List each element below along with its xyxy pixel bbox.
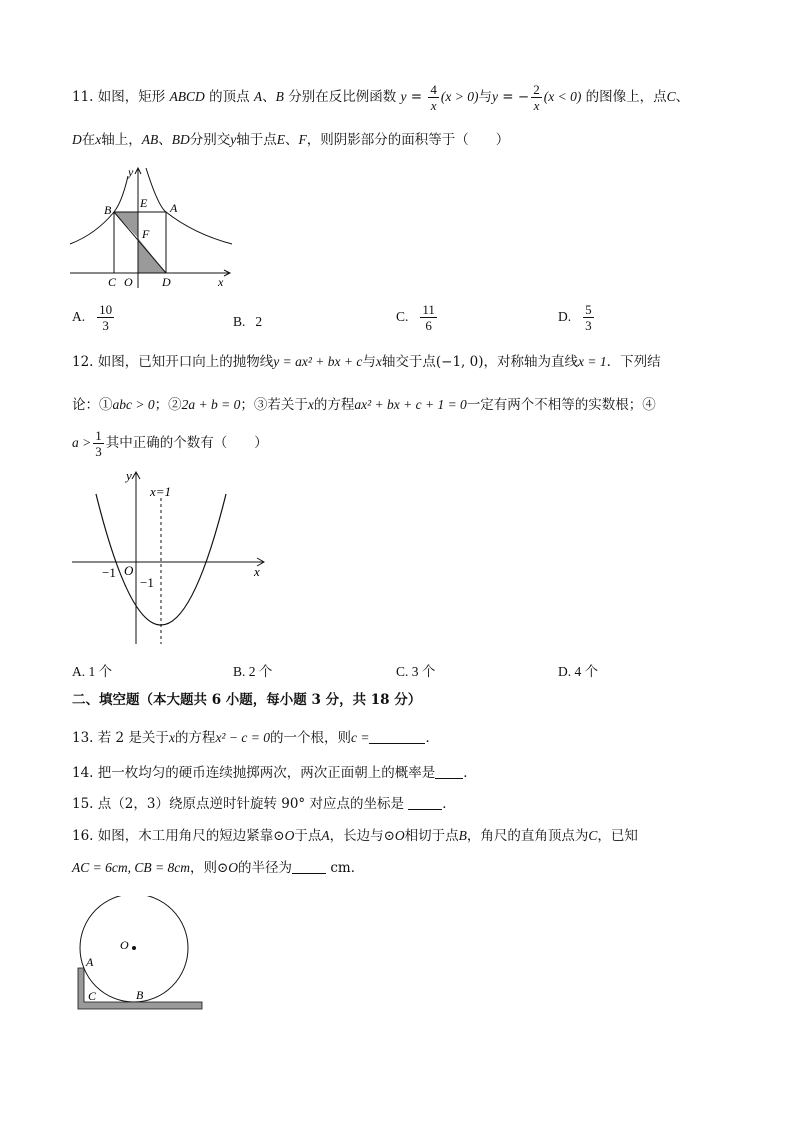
q11-label-A: A xyxy=(170,201,178,215)
fraction-denominator: 3 xyxy=(585,318,592,333)
option-label: D. xyxy=(558,664,572,679)
q11-label-F: F xyxy=(142,227,150,241)
q16-text: cm． xyxy=(330,860,365,876)
q11-condition: (x > 0) xyxy=(440,89,479,104)
q12-var: x xyxy=(307,397,314,412)
q16-label-C: C xyxy=(88,989,97,1003)
q11-rect-name: ABCD xyxy=(169,89,205,104)
q14-text: ． xyxy=(463,765,477,781)
q14-text: 14. 把一枚均匀的硬币连续抛掷两次，两次正面朝上的概率是 xyxy=(72,765,436,781)
q15-text: 15. 点（2，3）绕原点逆时针旋转 90° 对应点的坐标是 xyxy=(72,796,404,812)
q11-curve-right xyxy=(146,168,232,244)
q15-text: ． xyxy=(442,796,456,812)
q11-label-y: y xyxy=(128,165,134,179)
q11-text: 的图像上，点 xyxy=(585,89,667,105)
q12-label-x: x xyxy=(254,564,260,579)
q11-figure xyxy=(66,162,238,292)
q11-point: F xyxy=(298,132,307,147)
q12-text: 与 xyxy=(362,354,376,370)
q11-text: 与 xyxy=(478,89,492,105)
q12-axis-line: x = 1 xyxy=(577,354,607,369)
q16-answer-blank[interactable] xyxy=(292,859,326,874)
option-value: 2 xyxy=(255,314,263,329)
q12-line3 xyxy=(72,428,268,459)
q13-text: ． xyxy=(425,730,439,746)
q11-segment: AB xyxy=(141,132,159,147)
q12-label-origin: O xyxy=(124,563,134,578)
q12-claim: ax² + bx + c + 1 = 0 xyxy=(354,397,467,412)
q12-label-minus1-x: −1 xyxy=(102,565,116,580)
q13-text: 的方程 xyxy=(174,730,216,746)
q12-option-b[interactable] xyxy=(233,660,272,680)
q11-axis: y xyxy=(230,132,237,147)
fraction-denominator: x xyxy=(430,98,437,113)
q11-option-d[interactable] xyxy=(558,302,596,333)
q16-label-A: A xyxy=(86,955,94,969)
section-heading: 二、填空题（本大题共 6 小题，每小题 3 分，共 18 分） xyxy=(72,692,422,708)
fraction-numerator: 10 xyxy=(99,302,113,317)
q12-line1 xyxy=(72,352,661,372)
q11-option-a[interactable] xyxy=(72,302,116,333)
fraction-denominator: x xyxy=(533,98,540,113)
q16-line2 xyxy=(72,858,364,878)
option-label: C. xyxy=(396,664,409,679)
q11-fraction-4x xyxy=(428,82,439,113)
q11-sep: 、 xyxy=(158,132,172,148)
option-label: B. xyxy=(233,314,246,329)
q11-text: 11. 如图，矩形 xyxy=(72,89,166,105)
q16-line1 xyxy=(72,826,638,846)
q11-text: 轴上， xyxy=(101,132,142,148)
q11-text: 轴于点 xyxy=(236,132,277,148)
q12-text: 12. 如图，已知开口向上的抛物线 xyxy=(72,354,274,370)
fraction-denominator: 3 xyxy=(102,318,109,333)
q12-point: (−1, 0) xyxy=(435,354,484,370)
q12-claim: abc > 0 xyxy=(112,397,155,412)
option-label: A. xyxy=(72,664,86,679)
q16-circle: O xyxy=(284,828,295,843)
q16-text: 的半径为 xyxy=(238,860,293,876)
q16-center-dot xyxy=(132,946,136,950)
q12-fraction xyxy=(93,428,104,459)
q11-func-y: y xyxy=(400,89,407,104)
fraction-denominator: 6 xyxy=(425,318,432,333)
q12-text: ；② xyxy=(154,397,182,413)
q12-claim: 2a + b = 0 xyxy=(181,397,241,412)
fraction-numerator: 11 xyxy=(422,302,435,317)
q11-sep: 、 xyxy=(675,89,690,105)
q11-axis: x xyxy=(95,132,102,147)
q11-fraction-2x xyxy=(531,82,542,113)
q11-label-B: B xyxy=(104,203,112,217)
q11-text: 分别交 xyxy=(189,132,231,148)
option-label: D. xyxy=(558,308,572,324)
q11-text: 在 xyxy=(81,132,96,148)
fraction-numerator: 1 xyxy=(95,428,102,443)
q14-line xyxy=(72,763,477,783)
q11-sep: 、 xyxy=(262,89,276,105)
q11-sep: 、 xyxy=(285,132,299,148)
option-value: 4 个 xyxy=(574,664,599,679)
fraction-denominator: 3 xyxy=(95,444,102,459)
q16-circle: O xyxy=(394,828,405,843)
q16-text: ，已知 xyxy=(597,828,638,844)
q14-answer-blank[interactable] xyxy=(435,764,463,779)
q11-line1 xyxy=(72,82,689,113)
option-fraction xyxy=(583,302,594,333)
q16-text: 16. 如图，木工用角尺的短边紧靠⊙ xyxy=(72,828,285,844)
q11-point: A xyxy=(253,89,263,104)
q16-label-O: O xyxy=(120,938,129,952)
q11-eq: = − xyxy=(498,89,530,105)
q16-point: A xyxy=(321,828,330,843)
q12-label-y: y xyxy=(126,468,132,483)
fraction-numerator: 4 xyxy=(430,82,437,97)
q13-text: 13. 若 2 是关于 xyxy=(72,730,169,746)
q15-line xyxy=(72,794,456,814)
q16-figure xyxy=(72,896,208,1016)
fraction-numerator: 5 xyxy=(585,302,592,317)
q12-label-minus1-y: −1 xyxy=(140,575,154,590)
q11-label-E: E xyxy=(140,196,148,210)
q16-text: 相切于点 xyxy=(404,828,459,844)
q16-text: ，角尺的直角顶点为 xyxy=(466,828,589,844)
q15-answer-blank[interactable] xyxy=(408,795,442,810)
q13-equation: x² − c = 0 xyxy=(215,730,270,745)
option-fraction xyxy=(97,302,114,333)
q12-text: 一定有两个不相等的实数根；④ xyxy=(466,397,656,413)
q12-axis: x xyxy=(375,354,382,369)
q11-point: E xyxy=(276,132,285,147)
option-fraction xyxy=(420,302,437,333)
q11-option-b[interactable] xyxy=(233,314,262,330)
q11-text: 的顶点 xyxy=(209,89,250,105)
q13-text: 的一个根，则 xyxy=(269,730,351,746)
q12-option-d[interactable] xyxy=(558,660,598,680)
q11-point: D xyxy=(72,132,82,147)
q11-point: C xyxy=(666,89,676,104)
option-label: C. xyxy=(396,308,409,324)
q11-point: B xyxy=(275,89,284,104)
q11-label-x: x xyxy=(218,275,224,289)
q11-label-D: D xyxy=(162,275,171,289)
q12-text: 轴交于点 xyxy=(381,354,436,370)
q12-figure xyxy=(66,466,276,650)
q11-condition: (x < 0) xyxy=(543,89,582,104)
q12-text: 其中正确的个数有（ ） xyxy=(105,435,268,451)
q16-text: ，长边与⊙ xyxy=(329,828,395,844)
q16-point: B xyxy=(458,828,467,843)
q11-option-c[interactable] xyxy=(396,302,439,333)
q16-given: AC = 6cm, CB = 8cm xyxy=(72,860,190,875)
q11-text: 分别在反比例函数 xyxy=(288,89,397,105)
q13-answer-blank[interactable] xyxy=(369,729,425,744)
q11-text: ，则阴影部分的面积等于（ ） xyxy=(306,132,510,148)
option-label: A. xyxy=(72,308,86,324)
q11-func-y: y xyxy=(492,89,498,104)
q11-line2 xyxy=(72,130,509,150)
q11-segment: BD xyxy=(171,132,190,147)
q12-text: 的方程 xyxy=(313,397,355,413)
q12-text: ；③若关于 xyxy=(240,397,308,413)
q12-label-axis: x=1 xyxy=(150,484,172,499)
option-value: 3 个 xyxy=(411,664,436,679)
q12-text: ，对称轴为直线 xyxy=(483,354,578,370)
q16-label-B: B xyxy=(136,988,144,1002)
fraction-numerator: 2 xyxy=(533,82,540,97)
q12-line2 xyxy=(72,395,656,415)
q16-text: ，则⊙ xyxy=(189,860,229,876)
q12-option-c[interactable] xyxy=(396,660,435,680)
q12-text: ．下列结 xyxy=(606,354,661,370)
q16-circle: O xyxy=(228,860,239,875)
q12-option-a[interactable] xyxy=(72,660,112,680)
option-value: 1 个 xyxy=(88,664,113,679)
q16-text: 于点 xyxy=(294,828,322,844)
q13-var: c = xyxy=(350,730,370,745)
q11-eq: = xyxy=(406,89,427,105)
q11-label-O: O xyxy=(124,275,133,289)
option-value: 2 个 xyxy=(248,664,273,679)
q16-point: C xyxy=(588,828,598,843)
q12-claim: a > xyxy=(72,435,92,450)
q11-curve-left xyxy=(70,176,128,244)
q13-var: x xyxy=(168,730,175,745)
q12-text: 论：① xyxy=(72,397,113,413)
q13-line xyxy=(72,728,439,748)
q11-label-C: C xyxy=(108,275,117,289)
q12-equation: y = ax² + bx + c xyxy=(273,354,363,369)
option-label: B. xyxy=(233,664,246,679)
